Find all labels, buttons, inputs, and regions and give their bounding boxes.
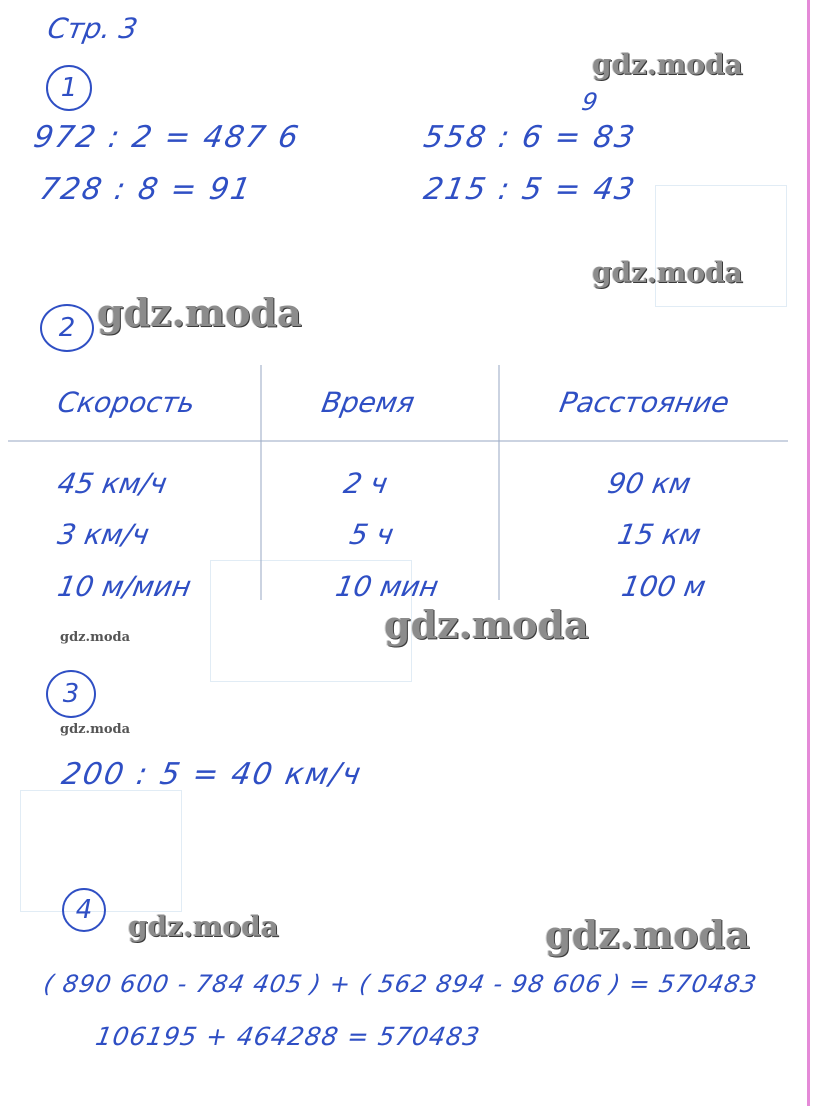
table-cell: 5 ч (347, 518, 397, 551)
watermark: gdz.moda (384, 602, 589, 647)
task-number: 2 (58, 313, 76, 343)
equation-line: ( 890 600 - 784 405 ) + ( 562 894 - 98 606 ) = 570483 (41, 970, 760, 998)
watermark: gdz.moda (545, 912, 750, 957)
table-cell: 15 км (615, 518, 704, 551)
watermark: gdz.moda (60, 630, 131, 645)
table-cell: 10 мин (333, 570, 442, 603)
table-cell: 3 км/ч (55, 518, 152, 551)
grid-ghost (20, 790, 182, 912)
table-cell: 90 км (605, 467, 694, 500)
equation-line: 106195 + 464288 = 570483 (93, 1022, 483, 1051)
watermark: gdz.moda (592, 256, 743, 289)
watermark: gdz.moda (97, 290, 302, 335)
watermark: gdz.moda (128, 910, 279, 943)
task-number: 3 (62, 679, 80, 709)
watermark: gdz.moda (60, 722, 131, 737)
task-number-badge (40, 304, 94, 352)
equation-line: 215 : 5 = 43 (420, 172, 640, 207)
task-number: 4 (75, 895, 93, 925)
table-cell: 2 ч (341, 467, 391, 500)
correction-digit: 9 (579, 88, 600, 116)
page-ref: Стр. 3 (45, 12, 141, 45)
column-divider (260, 365, 262, 600)
column-header-speed: Скорость (55, 386, 198, 419)
column-header-distance: Расстояние (557, 386, 732, 419)
equation-line: 200 : 5 = 40 км/ч (58, 757, 366, 792)
table-cell: 45 км/ч (55, 467, 170, 500)
equation-line: 728 : 8 = 91 (36, 172, 256, 207)
column-divider (498, 365, 500, 600)
equation-line: 972 : 2 = 487 6 (30, 120, 303, 155)
task-number-badge (46, 65, 92, 111)
table-cell: 100 м (619, 570, 709, 603)
task-number: 1 (60, 73, 78, 103)
equation-line: 558 : 6 = 83 (420, 120, 640, 155)
task-number-badge (46, 670, 96, 718)
margin-line (807, 0, 810, 1106)
watermark: gdz.moda (592, 48, 743, 81)
table-cell: 10 м/мин (55, 570, 194, 603)
task-number-badge (62, 888, 106, 932)
column-header-time: Время (319, 386, 418, 419)
table-divider (8, 440, 788, 442)
